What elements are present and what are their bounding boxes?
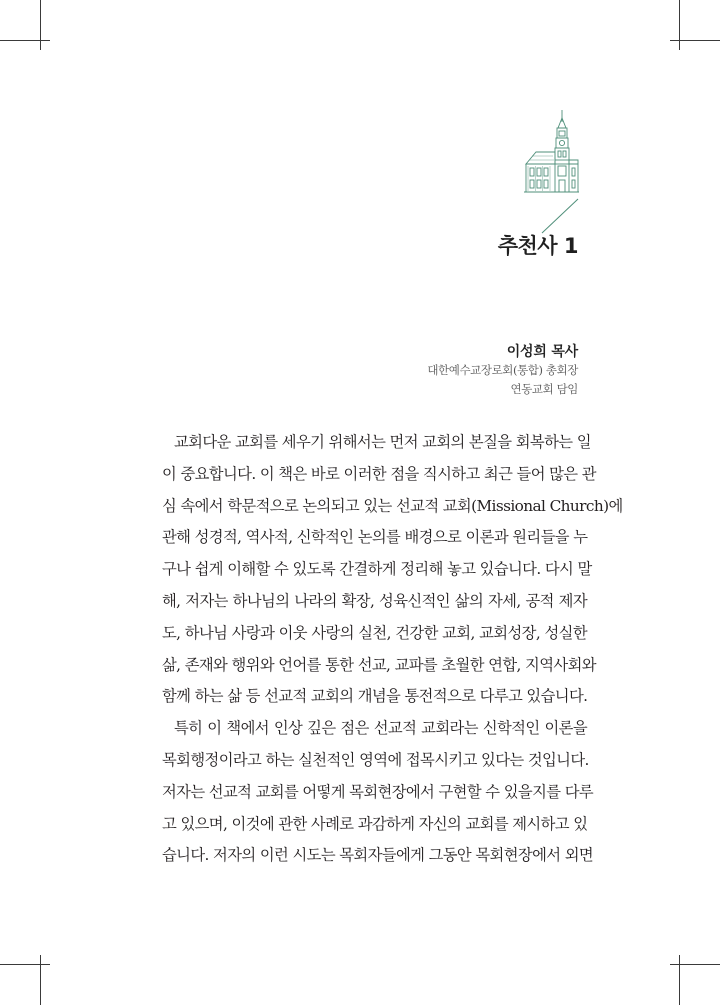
text-line: 이 중요합니다. 이 책은 바로 이러한 점을 직시하고 최근 들어 많은 관 [162, 464, 596, 483]
decorative-diagonal-line [540, 198, 580, 234]
crop-mark-tl-v [40, 0, 41, 50]
paragraph [162, 713, 594, 872]
text-line: 삶, 존재와 행위와 언어를 통한 선교, 교파를 초월한 연합, 지역사회와 [162, 655, 596, 674]
text-line: 도, 하나님 사랑과 이웃 사랑의 실천, 건강한 교회, 교회성장, 성실한 [162, 623, 587, 642]
text-line: 해, 저자는 하나님의 나라의 확장, 성육신적인 삶의 자세, 공적 제자 [162, 591, 587, 610]
text-line: 습니다. 저자의 이런 시도는 목회자들에게 그동안 목회현장에서 외면 [162, 846, 594, 865]
text-line: 심 속에서 학문적으로 논의되고 있는 선교적 교회(Missional Church)에 [162, 496, 623, 515]
text-line: 저자는 선교적 교회를 어떻게 목회현장에서 구현할 수 있을지를 다루 [162, 782, 594, 801]
author-position: 연동교회 담임 [510, 382, 578, 396]
text-line: 고 있으며, 이것에 관한 사례로 과감하게 자신의 교회를 제시하고 있 [162, 814, 588, 833]
crop-mark-br-h [670, 964, 720, 965]
text-line: 관해 성경적, 역사적, 신학적인 논의를 배경으로 이론과 원리들을 누 [162, 528, 588, 547]
crop-mark-br-v [679, 955, 680, 1005]
text-line: 구나 쉽게 이해할 수 있도록 간결하게 정리해 놓고 있습니다. 다시 말 [162, 560, 592, 579]
crop-mark-tr-v [679, 0, 680, 50]
crop-mark-tl-h [0, 40, 50, 41]
crop-mark-bl-h [0, 964, 50, 965]
crop-mark-tr-h [670, 40, 720, 41]
text-line: 교회다운 교회를 세우기 위해서는 먼저 교회의 본질을 회복하는 일 [174, 433, 591, 451]
paragraph [162, 427, 623, 713]
text-line: 목회행정이라고 하는 실천적인 영역에 접목시키고 있다는 것입니다. [162, 750, 589, 769]
author-affiliation: 대한예수교장로회(통합) 총회장 [427, 363, 578, 377]
section-heading: 추천사 1 [497, 234, 578, 258]
text-line: 특히 이 책에서 인상 깊은 점은 선교적 교회라는 신학적인 이론을 [174, 719, 587, 738]
text-line: 함께 하는 삶 등 선교적 교회의 개념을 통전적으로 다루고 있습니다. [162, 687, 588, 706]
church-illustration [522, 108, 580, 196]
body-text [162, 427, 623, 872]
crop-mark-bl-v [40, 955, 41, 1005]
author-name: 이성희 목사 [506, 344, 578, 360]
author-block [427, 343, 578, 399]
